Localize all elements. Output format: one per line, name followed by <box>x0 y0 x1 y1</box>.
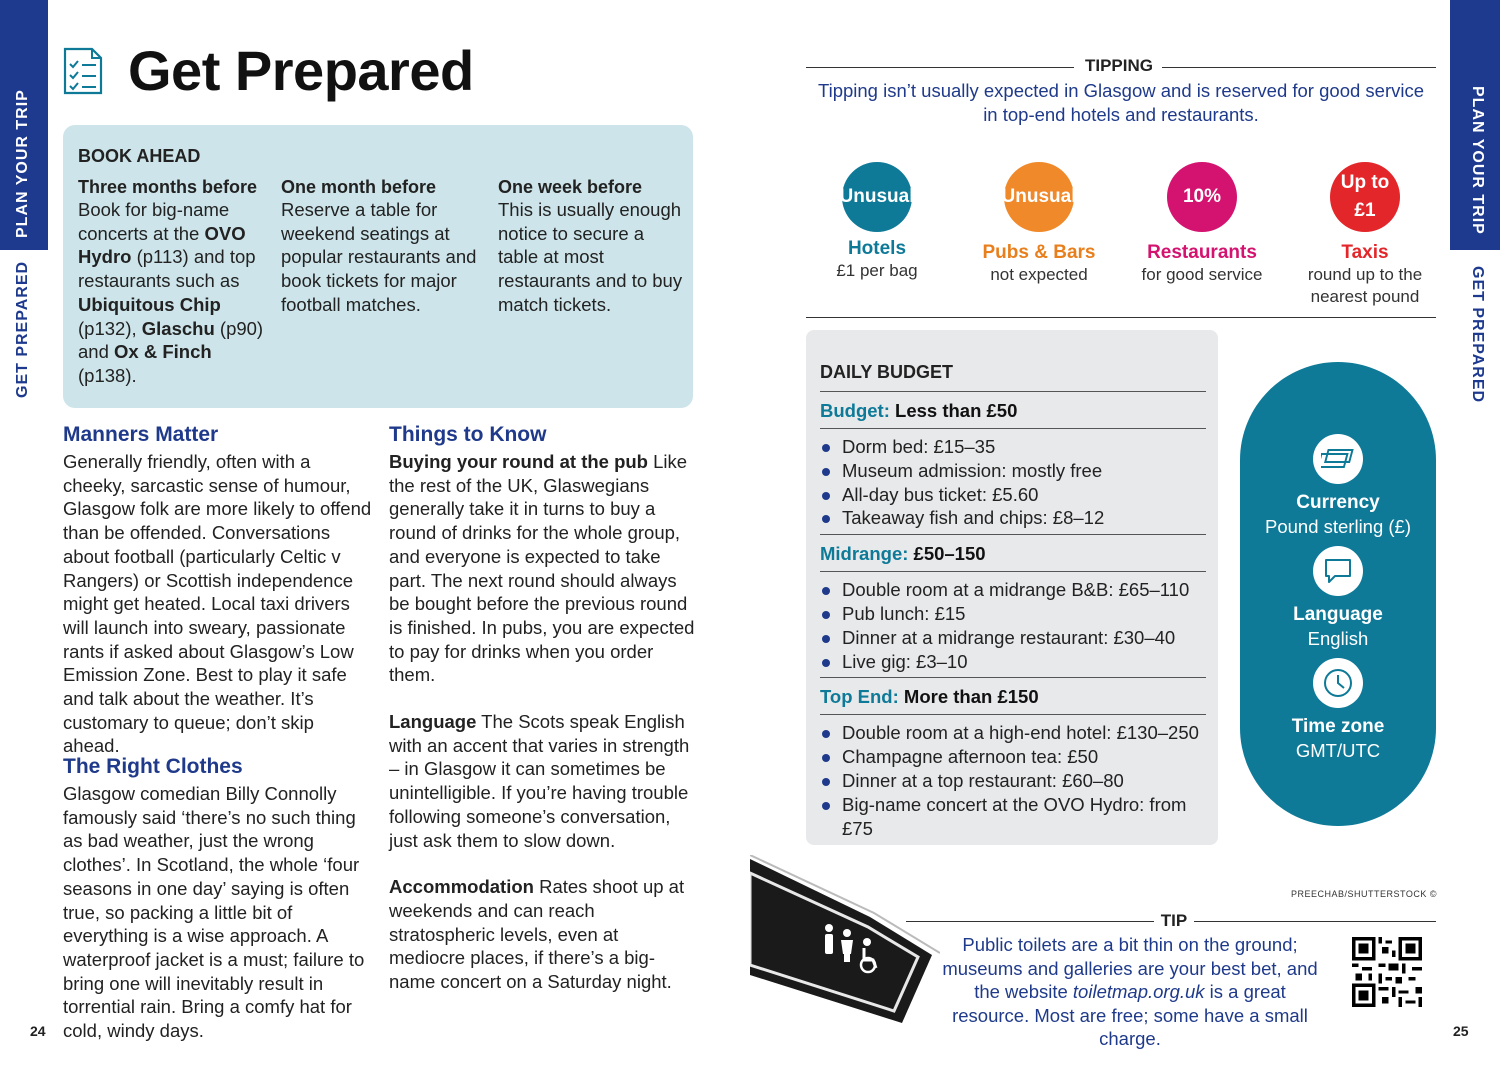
list-item: Dorm bed: £15–35 <box>820 435 1206 459</box>
fact-language <box>1240 546 1436 650</box>
fact-timezone <box>1240 658 1436 762</box>
page-title: Get Prepared <box>128 39 474 102</box>
side-tab-section-label-right: GET PREPARED <box>1469 266 1486 404</box>
photo-credit: PREECHAB/SHUTTERSTOCK © <box>1291 889 1437 899</box>
tip-restaurants-label: Restaurants <box>1147 242 1257 263</box>
tipping-rule-right <box>1162 67 1436 68</box>
budget-tier-budget-list <box>820 429 1206 534</box>
list-item: Double room at a midrange B&B: £65–110 <box>820 578 1206 602</box>
list-item: All-day bus ticket: £5.60 <box>820 483 1206 507</box>
manners-section <box>63 423 373 758</box>
toilet-sign-photo <box>750 855 940 1023</box>
tipping-heading: TIPPING <box>1084 56 1153 75</box>
tip-taxis-label: Taxis <box>1341 242 1389 263</box>
things-item-pub: Buying your round at the pub Like the rest of the UK, Glaswegians generally take it in turns to buy a round of drinks for the whole group, and everyone is expected to take part. The next round should always be bought before the previous round is finished. In pubs, you are expected to pay for drinks when you order them. <box>389 451 695 686</box>
list-item: Dinner at a top restaurant: £60–80 <box>820 769 1206 793</box>
book-ahead-col-1-text: Book for big-name concerts at the OVO Hydro (p113) and top restaurants such as Ubiquitous Chip (p132), Glaschu (p90) and Ox & Finch (p138). <box>78 199 264 386</box>
tip-hotels-label: Hotels <box>847 238 907 259</box>
side-tab-plan-label-left: PLAN YOUR TRIP <box>14 89 31 238</box>
list-item: Big-name concert at the OVO Hydro: from £75 <box>820 793 1206 841</box>
list-item: Double room at a high-end hotel: £130–250 <box>820 721 1206 745</box>
things-section <box>389 423 699 994</box>
things-item-language: Language The Scots speak English with an accent that varies in strength – in Glasgow it can sometimes be unintelligible. If you’re having trouble following someone’s conversation, just ask them to slow down. <box>389 711 690 851</box>
tip-heading: TIP <box>1160 911 1188 930</box>
speech-bubble-icon <box>1313 546 1363 596</box>
book-ahead-col-1 <box>78 177 268 388</box>
page-number-left: 24 <box>30 1023 46 1039</box>
book-ahead-col-3 <box>498 177 683 317</box>
clothes-section <box>63 755 373 1043</box>
tip-text: Public toilets are a bit thin on the ground; museums and galleries are your best bet, and the website toiletmap.org.uk is a great resource. Most are free; some have a small charge. <box>942 934 1318 1049</box>
things-heading: Things to Know <box>389 423 547 446</box>
tip-restaurants <box>1127 162 1277 286</box>
tip-taxis-note: round up to the nearest pound <box>1307 265 1423 306</box>
tip-rule-right <box>1194 921 1436 922</box>
manners-heading: Manners Matter <box>63 423 219 446</box>
tip-hotels-note: £1 per bag <box>836 261 918 280</box>
fact-timezone-title: Time zone <box>1291 716 1385 737</box>
list-item: Dinner at a midrange restaurant: £30–40 <box>820 626 1206 650</box>
tip-taxis-badge-line1: Up to <box>1340 172 1390 193</box>
tip-rule-left <box>906 921 1154 922</box>
fact-language-value: English <box>1307 628 1369 649</box>
daily-budget-content <box>820 362 1206 844</box>
tip-pubs <box>964 162 1114 286</box>
tipping-bottom-rule <box>806 317 1436 318</box>
tip-taxis-badge-line2: £1 <box>1354 200 1376 221</box>
fact-currency-value: Pound sterling (£) <box>1264 516 1412 537</box>
book-ahead-col-2-text: Reserve a table for weekend seatings at popular restaurants and book tickets for major football matches. <box>281 199 477 315</box>
banknotes-icon <box>1313 434 1363 484</box>
manners-text: Generally friendly, often with a cheeky, sarcastic sense of humour, Glasgow folk are more likely to offend than be offended. Conversations about football (particularly Celtic v Rangers) or Scottish independence might get heated. Local taxi drivers will launch into sweary, passionate rants if asked about Glasgow’s Low Emission Zone. Best to play it safe and talk about the weather. It’s customary to queue; don’t skip ahead. <box>63 451 372 757</box>
clothes-heading: The Right Clothes <box>63 755 243 778</box>
fact-language-title: Language <box>1293 604 1383 625</box>
clock-icon <box>1313 658 1363 708</box>
tip-link[interactable]: toiletmap.org.uk <box>1072 981 1205 1002</box>
tip-pubs-badge: Unusual <box>1004 162 1074 232</box>
page-number-right: 25 <box>1453 1023 1469 1039</box>
tip-taxis-badge <box>1330 162 1400 232</box>
budget-tier-midrange-list <box>820 572 1206 677</box>
list-item: Live gig: £3–10 <box>820 650 1206 674</box>
list-item: Takeaway fish and chips: £8–12 <box>820 506 1206 530</box>
fact-timezone-value: GMT/UTC <box>1295 740 1381 761</box>
fact-currency <box>1240 434 1436 538</box>
tip-taxis <box>1290 162 1440 308</box>
tip-pubs-label: Pubs & Bars <box>982 242 1096 263</box>
tip-restaurants-note: for good service <box>1141 265 1263 284</box>
budget-tier-topend-list <box>820 715 1206 844</box>
tipping-rule-left <box>806 67 1074 68</box>
book-ahead-heading: BOOK AHEAD <box>78 146 201 166</box>
tipping-intro: Tipping isn’t usually expected in Glasgow and is reserved for good service in top-end hotels and restaurants. <box>817 80 1425 125</box>
side-tab-section-label-left: GET PREPARED <box>14 260 31 398</box>
fact-currency-title: Currency <box>1296 492 1380 513</box>
book-ahead-col-2-heading: One month before <box>281 177 437 197</box>
budget-tier-budget-head: Budget: Less than £50 <box>820 392 1206 429</box>
side-tab-plan-label-right: PLAN YOUR TRIP <box>1469 86 1486 235</box>
clothes-text: Glasgow comedian Billy Connolly famously said ‘there’s no such thing as bad weather, just the wrong clothes’. In Scotland, the whole ‘four seasons in one day’ saying is often true, so packing a little bit of everything is a wise approach. A waterproof jacket is a must; failure to bring one will inevitably result in torrential rain. Bring a comfy hat for cold, windy days. <box>63 783 365 1042</box>
tip-hotels <box>802 162 952 282</box>
book-ahead-col-3-heading: One week before <box>498 177 643 197</box>
budget-tier-topend-head: Top End: More than £150 <box>820 677 1206 715</box>
qr-code[interactable] <box>1352 937 1422 1007</box>
tip-hotels-badge: Unusual <box>842 162 912 232</box>
budget-tier-midrange-head: Midrange: £50–150 <box>820 534 1206 572</box>
tip-pubs-note: not expected <box>990 265 1088 284</box>
list-item: Museum admission: mostly free <box>820 459 1206 483</box>
facts-pill <box>1240 362 1436 826</box>
book-ahead-col-1-heading: Three months before <box>78 177 258 197</box>
tip-restaurants-badge: 10% <box>1167 162 1237 232</box>
daily-budget-heading: DAILY BUDGET <box>820 362 1206 392</box>
list-item: Champagne afternoon tea: £50 <box>820 745 1206 769</box>
list-item: Pub lunch: £15 <box>820 602 1206 626</box>
book-ahead-col-2 <box>281 177 481 317</box>
things-item-accommodation: Accommodation Rates shoot up at weekends and can reach stratospheric levels, even at mediocre places, if there’s a big-name concert on a Saturday night. <box>389 876 685 993</box>
checklist-icon <box>62 46 104 96</box>
book-ahead-col-3-text: This is usually enough notice to secure a table at most restaurants and to buy match tickets. <box>498 199 683 315</box>
